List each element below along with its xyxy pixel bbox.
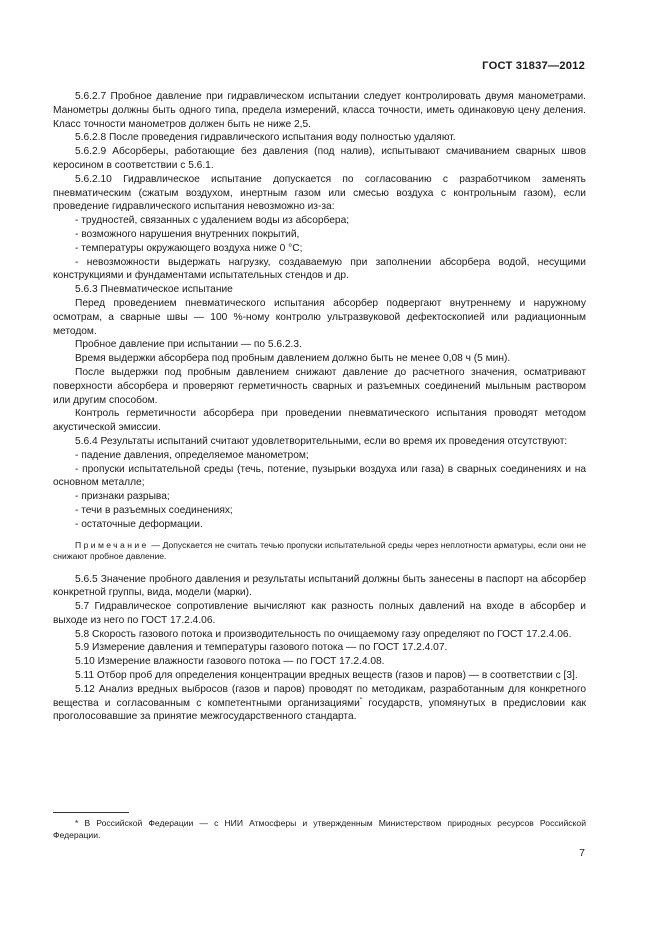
paragraph-5-6-2-7: 5.6.2.7 Пробное давление при гидравлическом испытании следует контролировать двумя манометрами. Манометры должны быть одного типа, предела измерений, класса точности, иметь одинаковую цену деления. Класс точности манометров должен быть не ниже 2,5. [53, 91, 586, 130]
paragraph-5-11: 5.11 Отбор проб для определения концентрации вредных веществ (газов и паров) — в соответствии с [3]. [75, 670, 578, 682]
paragraph-hold-time: Время выдержки абсорбера под пробным давлением должно быть не менее 0,08 ч (5 мин). [75, 353, 511, 365]
list-item: - возможного нарушения внутренних покрытий, [53, 228, 586, 242]
footnote-marker: * [359, 697, 363, 704]
list-item: - трудностей, связанных с удалением воды из абсорбера; [53, 214, 586, 228]
paragraph-5-12-continuation: государств, упомянутых в предисловии как проголосовавшие за принятие межгосударственного стандарта. [53, 697, 586, 723]
list-item: - температуры окружающего воздуха ниже 0 °С; [53, 242, 586, 256]
list-item: - признаки разрыва; [53, 490, 586, 504]
list-item: - пропуски испытательной среды (течь, потение, пузырьки воздуха или газа) в сварных соединениях и на основном металле; [53, 463, 586, 491]
main-text [53, 90, 586, 724]
note [53, 540, 586, 563]
paragraph-5-6-4: 5.6.4 Результаты испытаний считают удовлетворительными, если во время их проведения отсутствуют: [75, 435, 568, 447]
paragraph-leak-check: После выдержки под пробным давлением снижают давление до расчетного значения, осматривают поверхности абсорбера и проверяют герметичность сварных и разъемных соединений мыльным раствором или другим способом. [53, 366, 586, 406]
standard-code-header: ГОСТ 31837—2012 [482, 60, 585, 72]
paragraph-inspection: Перед проведением пневматического испытания абсорбер подвергают внутреннему и наружному осмотрам, а сварные швы — 100 %-ному контролю ультразвуковой дефектоскопией или радиационным методом. [53, 297, 586, 337]
paragraph-5-12-text: 5.12 Анализ вредных выбросов (газов и паров) проводят по методикам, разработанным для конкретного вещества и согласованным с компетентными организациями [53, 683, 586, 709]
paragraph-5-6-5: 5.6.5 Значение пробного давления и результаты испытаний должны быть занесены в паспорт на абсорбер конкретной группы, вида, модели (марки). [53, 573, 586, 599]
section-5-6-3-title: 5.6.3 Пневматическое испытание [75, 284, 233, 296]
note-label: Примечание [75, 539, 149, 550]
paragraph-5-6-2-8: 5.6.2.8 После проведения гидравлического испытания воду полностью удаляют. [75, 132, 456, 144]
paragraph-5-7: 5.7 Гидравлическое сопротивление вычисляют как разность полных давлений на входе в абсорбер и выходе из него по ГОСТ 17.2.4.06. [53, 601, 586, 626]
paragraph-5-6-2-10: 5.6.2.10 Гидравлическое испытание допускается по согласованию с разработчиком заменять пневматическим (сжатым воздухом, инертным газом или смесью воздуха с контрольным газом), если проведение гидравлического испытания невозможно из-за: [53, 173, 586, 213]
paragraph-acoustic-emission: Контроль герметичности абсорбера при проведении пневматического испытания проводят методом акустической эмиссии. [53, 408, 586, 434]
paragraph-test-pressure: Пробное давление при испытании — по 5.6.2.3. [75, 339, 302, 351]
footnote-divider [53, 812, 129, 813]
paragraph-5-9: 5.9 Измерение давления и температуры газового потока — по ГОСТ 17.2.4.07. [75, 642, 448, 654]
paragraph-5-6-2-9: 5.6.2.9 Абсорберы, работающие без давления (под налив), испытывают смачиванием сварных швов керосином в соответствии с 5.6.1. [53, 146, 586, 171]
page-number: 7 [579, 847, 585, 859]
note-text: — Допускается не считать течью пропуски испытательной среды через неплотности арматуры, если они не снижают пробное давление. [53, 539, 586, 561]
list-item: - невозможности выдержать нагрузку, создаваемую при заполнении абсорбера водой, несущими конструкциями и фундаментами испытательных стендов и др. [53, 256, 586, 284]
test-failure-criteria-list [53, 449, 586, 532]
list-item: - остаточные деформации. [53, 518, 586, 532]
paragraph-5-10: 5.10 Измерение влажности газового потока — по ГОСТ 17.2.4.08. [75, 656, 385, 668]
list-item: - падение давления, определяемое манометром; [53, 449, 586, 463]
paragraph-5-12 [53, 683, 586, 724]
hydraulic-test-obstacles-list [53, 214, 586, 283]
list-item: - течи в разъемных соединениях; [53, 504, 586, 518]
footnote: * В Российской Федерации — с НИИ Атмосферы и утвержденным Министерством природных ресурсов Российской Федерации. [53, 818, 586, 840]
paragraph-5-8: 5.8 Скорость газового потока и производительность по очищаемому газу определяют по ГОСТ 17.2.4.06. [75, 628, 572, 640]
